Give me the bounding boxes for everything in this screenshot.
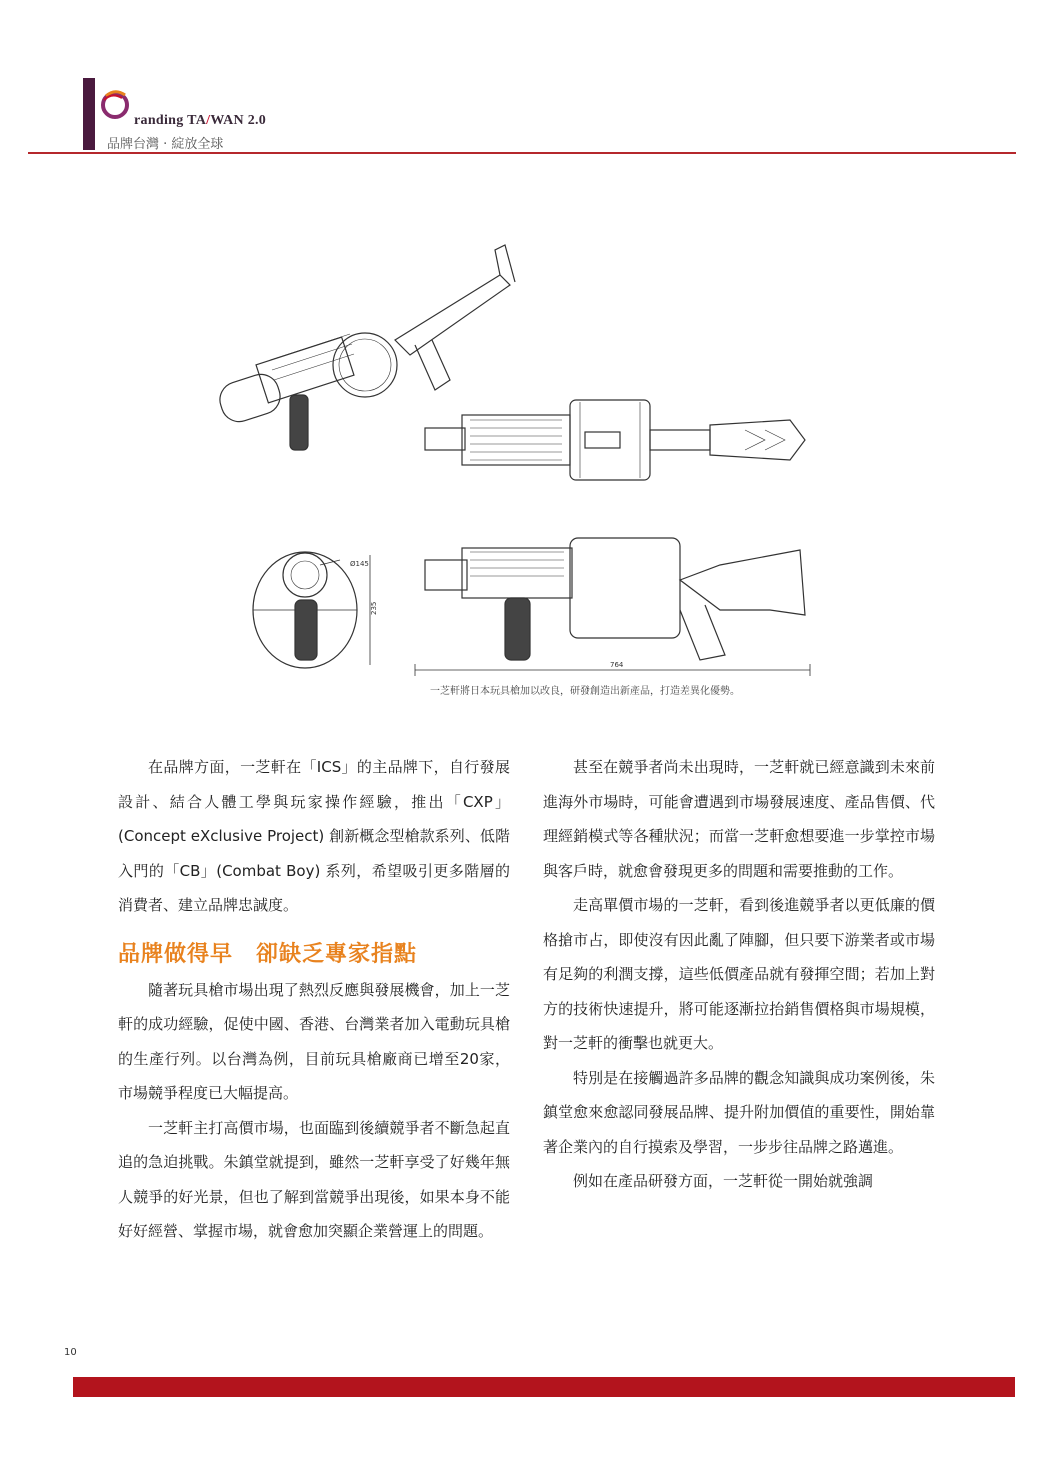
paragraph: 在品牌方面，一芝軒在「ICS」的主品牌下，自行發展設計、結合人體工學與玩家操作經驗，推出「CXP」(Concept eXclusive Project) 創新概念型槍款系列、低階入門的「CB」(Combat Boy) 系列，希望吸引更多階層的消費者、建立品牌忠誠度。 [118, 758, 510, 914]
paragraph: 隨著玩具槍市場出現了熱烈反應與發展機會，加上一芝軒的成功經驗，促使中國、香港、台灣業者加入電動玩具槍的生產行列。以台灣為例，目前玩具槍廠商已增至20家，市場競爭程度已大幅提高。 [118, 980, 510, 1102]
header-divider [28, 152, 1016, 154]
footer-color-bar [73, 1377, 1015, 1397]
paragraph: 特別是在接觸過許多品牌的觀念知識與成功案例後，朱鎮堂愈來愈認同發展品牌、提升附加價值的重要性，開始靠著企業內的自行摸索及學習，一步步往品牌之路邁進。 [543, 1068, 935, 1156]
logo-title: randing TA/WAN 2.0 [134, 113, 267, 128]
header-color-bar [83, 78, 95, 150]
section-heading: 品牌做得早 卻缺乏專家指點 [118, 941, 418, 967]
left-text-column [118, 750, 510, 1249]
paragraph: 例如在產品研發方面，一芝軒從一開始就強調 [573, 1172, 874, 1190]
height-label: 235 [370, 601, 378, 615]
logo-subtitle: 品牌台灣 · 綻放全球 [107, 137, 224, 152]
page-number: 10 [64, 1347, 77, 1358]
product-technical-drawing [200, 230, 840, 710]
paragraph: 一芝軒主打高價市場，也面臨到後續競爭者不斷急起直追的急迫挑戰。朱鎮堂就提到，雖然一芝軒享受了好幾年無人競爭的好光景，但也了解到當競爭出現後，如果本身不能好好經營、掌握市場，就會愈加突顯企業營運上的問題。 [118, 1118, 510, 1240]
paragraph: 走高單價市場的一芝軒，看到後進競爭者以更低廉的價格搶市占，即使沒有因此亂了陣腳，但只要下游業者或市場有足夠的利潤支撐，這些低價產品就有發揮空間；若加上對方的技術快速提升，將可能逐漸拉抬銷售價格與市場規模，對一芝軒的衝擊也就更大。 [543, 896, 935, 1052]
length-label: 764 [610, 661, 624, 669]
side-view [415, 538, 810, 676]
front-view [253, 552, 370, 668]
logo-slash-mark: / [206, 113, 211, 128]
figure-caption: 一芝軒將日本玩具槍加以改良，研發創造出新產品，打造差異化優勢。 [430, 686, 740, 697]
paragraph: 甚至在競爭者尚未出現時，一芝軒就已經意識到未來前進海外市場時，可能會遭遇到市場發展速度、產品售價、代理經銷模式等各種狀況；而當一芝軒愈想要進一步掌控市場與客戶時，就愈會發現更多的問題和需要推動的工作。 [543, 758, 935, 880]
diameter-label: Ø145 [350, 560, 369, 568]
branding-taiwan-logo-icon [98, 86, 132, 120]
perspective-view [215, 245, 515, 450]
right-text-column [543, 750, 935, 1199]
top-view [425, 400, 805, 480]
